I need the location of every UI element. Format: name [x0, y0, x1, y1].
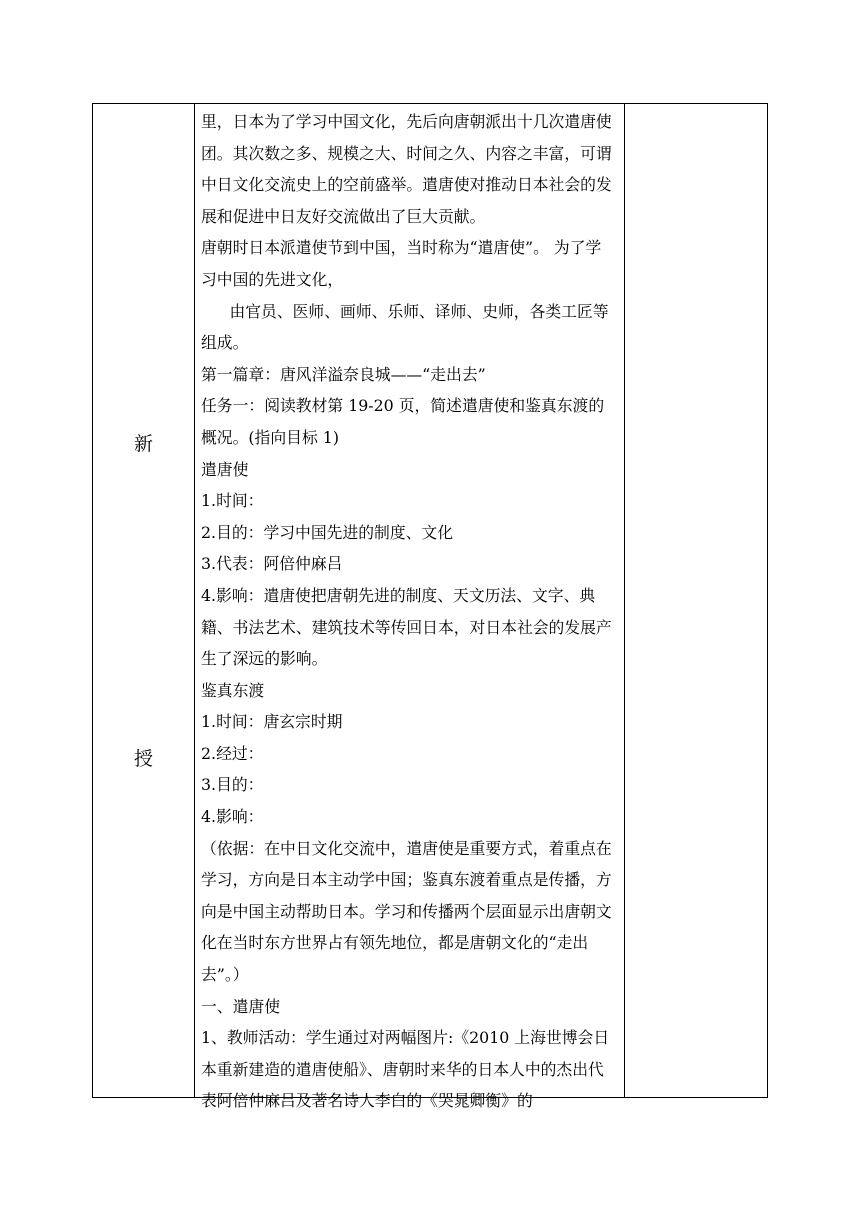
jianzhen-process: 2.经过： [201, 743, 264, 763]
lesson-table [92, 103, 768, 1111]
subheading-envoys: 遣唐使 [201, 459, 249, 479]
envoy-purpose: 2.目的：学习中国先进的制度、文化 [201, 522, 454, 542]
jianzhen-impact: 4.影响： [201, 807, 264, 827]
jianzhen-time: 1.时间：唐玄宗时期 [201, 712, 343, 732]
basis-note: （依据：在中日文化交流中，遣唐使是重要方式，着重点在学习，方向是日本主动学中国；鉴真东渡着重点是传播，方向是中国主动帮助日本。学习和传播两个层面显示出唐朝文化在当时东方世界占有领先地位，都是唐朝文化的“走出去”。） [201, 838, 612, 985]
task-one: 任务一：阅读教材第 19-20 页，简述遣唐使和鉴真东渡的概况。(指向目标 1) [201, 396, 605, 447]
chapter-heading: 第一篇章：唐风洋溢奈良城——“走出去” [201, 364, 486, 384]
content-cell [201, 106, 617, 1117]
column-divider-left [194, 104, 195, 1097]
envoy-representative: 3.代表：阿倍仲麻吕 [201, 554, 343, 574]
teacher-activity: 1、教师活动：学生通过对两幅图片:《2010 上海世博会日本重新建造的遣唐使船》、唐朝时来华的日本人中的杰出代表阿倍仲麻吕及著名诗人李白的《哭晁卿衡》的 [201, 1028, 610, 1111]
envoy-impact: 4.影响：遣唐使把唐朝先进的制度、天文历法、文字、典籍、书法艺术、建筑技术等传回日本，对日本社会的发展产生了深远的影响。 [201, 585, 612, 669]
section-label-shou: 授 [133, 748, 153, 770]
paragraph-envoy-definition: 唐朝时日本派遣使节到中国，当时称为“遣唐使”。 为了学习中国的先进文化， [201, 238, 602, 289]
section-label-xin: 新 [133, 433, 153, 455]
column-divider-right [624, 104, 625, 1097]
paragraph-intro: 里，日本为了学习中国文化，先后向唐朝派出十几次遣唐使团。其次数之多、规模之大、时间之久、内容之丰富，可谓中日文化交流史上的空前盛举。遣唐使对推动日本社会的发展和促进中日友好交流做出了巨大贡献。 [201, 112, 612, 226]
section-one-heading: 一、遣唐使 [201, 996, 280, 1016]
jianzhen-purpose: 3.目的： [201, 775, 264, 795]
subheading-jianzhen: 鉴真东渡 [201, 680, 265, 700]
paragraph-envoy-members: 由官员、医师、画师、乐师、译师、史师，各类工匠等组成。 [201, 301, 609, 353]
envoy-time: 1.时间： [201, 491, 264, 511]
